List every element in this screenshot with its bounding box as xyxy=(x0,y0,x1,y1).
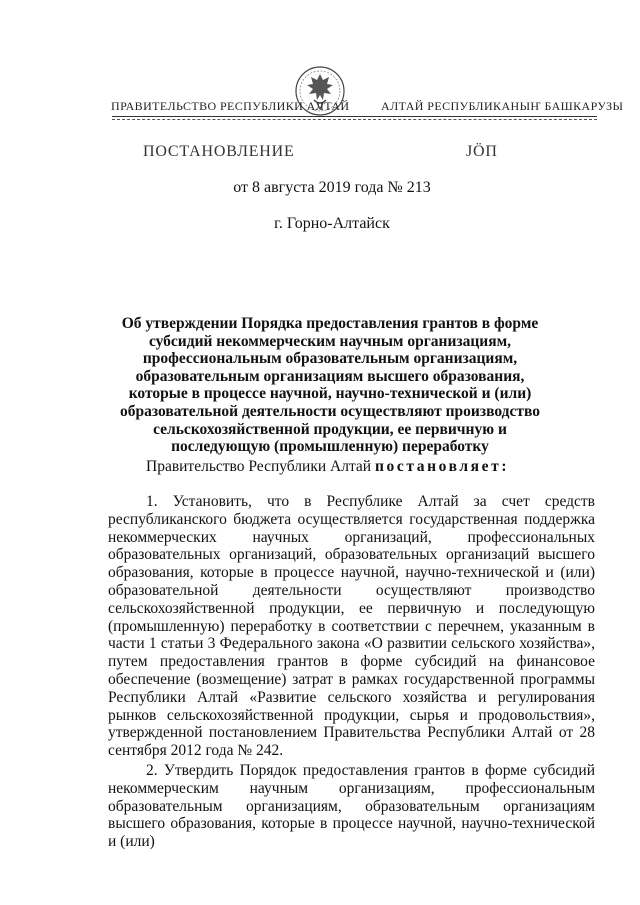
header-rule-dashed xyxy=(112,119,597,120)
preamble-verb: постановляет: xyxy=(374,458,510,475)
header-rule xyxy=(112,116,597,117)
document-date-number: от 8 августа 2019 года № 213 xyxy=(233,179,431,196)
document-title: Об утверждении Порядка предоставления грантов в форме субсидий некоммерческим научным организациям, профессиональным образовательным организациям, образовательным организациям высшего образования, которые в процессе научной, научно-технической и (или) образовательной деятельности осуществляют производство сельскохозяйственной продукции, ее первичную и последующую (промышленную) переработку xyxy=(119,315,540,456)
document-type-altai: ЈӦП xyxy=(466,143,498,160)
document-type-russian: ПОСТАНОВЛЕНИЕ xyxy=(143,143,295,160)
document-place: г. Горно-Алтайск xyxy=(274,215,390,232)
preamble-subject: Правительство Республики Алтай xyxy=(146,458,375,475)
paragraph-1: 1. Установить, что в Республике Алтай за счет средств республиканского бюджета осуществляется государственная поддержка некоммерческих научных организаций, профессиональных образовательных организаций, образовательных организаций высшего образования, которые в процессе научной, научно-технической и (или) образовательной деятельности осуществляют производство сельскохозяйственной продукции, ее первичную и последующую (промышленную) переработку в соответствии с перечнем, указанным в части 1 статьи 3 Федерального закона «О развитии сельского хозяйства», путем предоставления грантов в форме субсидий на финансовое обеспечение (возмещение) затрат в рамках государственной программы Республики Алтай «Развитие сельского хозяйства и регулирования рынков сельскохозяйственной продукции, сырья и продовольствия», утвержденной постановлением Правительства Республики Алтай от 28 сентября 2012 года № 242. xyxy=(108,493,595,760)
preamble xyxy=(146,458,509,476)
paragraph-2: 2. Утвердить Порядок предоставления грантов в форме субсидий некоммерческим научным организациям, профессиональным образовательным организациям, образовательным организациям высшего образования, которые в процессе научной, научно-технической и (или) xyxy=(108,762,595,851)
government-name-russian: ПРАВИТЕЛЬСТВО РЕСПУБЛИКИ АЛТАЙ xyxy=(111,99,350,113)
government-name-altai: АЛТАЙ РЕСПУБЛИКАНЫҤ БАШКАРУЗЫ xyxy=(381,99,624,113)
